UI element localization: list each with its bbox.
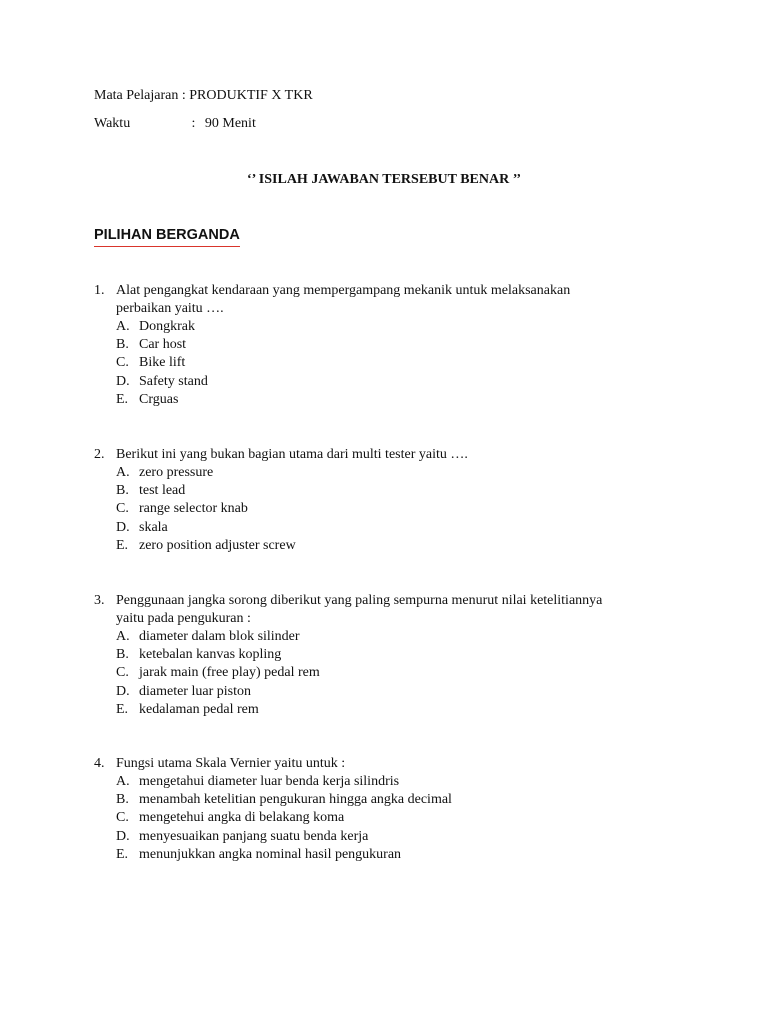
option-letter: A. bbox=[116, 319, 130, 334]
option-letter: D. bbox=[116, 519, 130, 535]
option-letter: B. bbox=[116, 792, 129, 808]
option-list bbox=[94, 318, 694, 409]
option-c bbox=[94, 809, 694, 827]
question-2 bbox=[94, 446, 694, 555]
option-d bbox=[94, 519, 694, 537]
option-list bbox=[94, 773, 694, 864]
option-letter: C. bbox=[116, 501, 129, 517]
option-letter: E. bbox=[116, 846, 129, 862]
question-text-line: Berikut ini yang bukan bagian utama dari multi tester yaitu …. bbox=[116, 447, 468, 462]
option-e bbox=[94, 701, 694, 719]
time-value: 90 Menit bbox=[204, 116, 256, 131]
option-letter: C. bbox=[116, 665, 129, 681]
question-stem bbox=[94, 592, 694, 628]
option-text: menambah ketelitian pengukuran hingga angka decimal bbox=[139, 792, 452, 808]
question-stem bbox=[94, 446, 694, 464]
instruction-text: ‘’ ISILAH JAWABAN TERSEBUT BENAR ’’ bbox=[247, 172, 521, 187]
question-1 bbox=[94, 282, 694, 409]
question-number: 2. bbox=[94, 447, 105, 462]
option-letter: A. bbox=[116, 629, 130, 644]
option-text: diameter luar piston bbox=[139, 683, 251, 699]
spellcheck-underline bbox=[94, 246, 240, 247]
question-stem bbox=[94, 282, 694, 318]
option-letter: D. bbox=[116, 828, 130, 844]
option-c bbox=[94, 500, 694, 518]
option-text: jarak main (free play) pedal rem bbox=[139, 665, 320, 681]
option-letter: C. bbox=[116, 355, 129, 371]
option-text: diameter dalam blok silinder bbox=[139, 629, 300, 644]
option-text: Car host bbox=[139, 337, 187, 353]
option-d bbox=[94, 683, 694, 701]
question-4 bbox=[94, 755, 694, 864]
subject-value: PRODUKTIF X TKR bbox=[189, 88, 313, 103]
option-text: kedalaman pedal rem bbox=[139, 701, 259, 717]
time-label: Waktu bbox=[94, 116, 131, 131]
option-letter: C. bbox=[116, 810, 129, 826]
option-text: Bike lift bbox=[139, 355, 186, 371]
option-a bbox=[94, 464, 694, 482]
option-list bbox=[94, 628, 694, 719]
question-text-line: Fungsi utama Skala Vernier yaitu untuk : bbox=[116, 756, 346, 771]
option-a bbox=[94, 318, 694, 336]
option-a bbox=[94, 773, 694, 791]
time-row bbox=[94, 115, 256, 133]
question-3 bbox=[94, 592, 694, 719]
question-text-line: Penggunaan jangka sorong diberikut yang paling sempurna menurut nilai ketelitiannya bbox=[116, 593, 603, 608]
option-letter: B. bbox=[116, 483, 129, 499]
option-letter: B. bbox=[116, 337, 129, 353]
option-text: menyesuaikan panjang suatu benda kerja bbox=[139, 828, 369, 844]
question-stem bbox=[94, 755, 694, 773]
option-letter: A. bbox=[116, 465, 130, 480]
option-d bbox=[94, 373, 694, 391]
option-letter: E. bbox=[116, 391, 129, 407]
option-a bbox=[94, 628, 694, 646]
option-letter: B. bbox=[116, 647, 129, 663]
question-text-line: Alat pengangkat kendaraan yang mempergampang mekanik untuk melaksanakan bbox=[116, 283, 571, 298]
option-c bbox=[94, 664, 694, 682]
section-heading bbox=[94, 226, 240, 244]
option-letter: A. bbox=[116, 774, 130, 789]
option-b bbox=[94, 482, 694, 500]
subject-label: Mata Pelajaran : bbox=[94, 88, 186, 103]
question-number: 4. bbox=[94, 756, 105, 771]
option-text: menunjukkan angka nominal hasil pengukuran bbox=[139, 846, 402, 862]
option-letter: D. bbox=[116, 373, 130, 389]
option-e bbox=[94, 537, 694, 555]
option-b bbox=[94, 646, 694, 664]
time-separator: : bbox=[191, 116, 196, 131]
option-b bbox=[94, 791, 694, 809]
option-letter: D. bbox=[116, 683, 130, 699]
option-c bbox=[94, 354, 694, 372]
option-text: range selector knab bbox=[139, 501, 248, 517]
option-text: ketebalan kanvas kopling bbox=[139, 647, 282, 663]
option-list bbox=[94, 464, 694, 555]
option-e bbox=[94, 846, 694, 864]
option-text: Safety stand bbox=[139, 373, 208, 389]
section-title: PILIHAN BERGANDA bbox=[94, 227, 240, 243]
option-text: zero position adjuster screw bbox=[139, 537, 296, 553]
option-text: zero pressure bbox=[139, 465, 214, 480]
option-b bbox=[94, 336, 694, 354]
option-text: mengetahui diameter luar benda kerja silindris bbox=[139, 774, 400, 789]
subject-row bbox=[94, 87, 313, 105]
option-letter: E. bbox=[116, 537, 129, 553]
option-text: mengetehui angka di belakang koma bbox=[139, 810, 345, 826]
question-text-line: perbaikan yaitu …. bbox=[116, 301, 224, 316]
option-d bbox=[94, 828, 694, 846]
option-e bbox=[94, 391, 694, 409]
question-number: 3. bbox=[94, 593, 105, 608]
option-text: Crguas bbox=[139, 391, 179, 407]
question-text-line: yaitu pada pengukuran : bbox=[116, 611, 251, 626]
option-letter: E. bbox=[116, 701, 129, 717]
option-text: test lead bbox=[139, 483, 186, 499]
option-text: Dongkrak bbox=[139, 319, 195, 334]
question-number: 1. bbox=[94, 283, 105, 298]
option-text: skala bbox=[139, 519, 168, 535]
